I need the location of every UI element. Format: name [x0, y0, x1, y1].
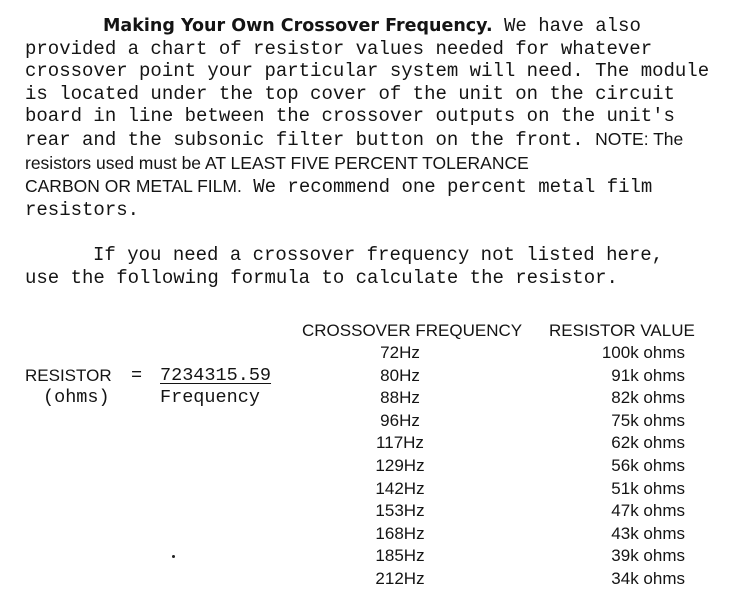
- film-type-warning: CARBON OR METAL FILM.: [25, 176, 242, 197]
- formula-denominator: Frequency: [160, 387, 260, 408]
- resistor-column-header: RESISTOR VALUE: [549, 321, 695, 340]
- resistor-cell: 82k ohms: [611, 388, 685, 408]
- frequency-cell: 96Hz: [380, 410, 420, 430]
- para1-line9: resistors.: [25, 198, 140, 221]
- recommendation: We recommend one percent metal film: [241, 176, 653, 199]
- frequency-cell: 88Hz: [380, 388, 420, 408]
- resistor-cell: 34k ohms: [611, 568, 685, 588]
- formula-numerator: 7234315.59: [160, 365, 272, 386]
- tolerance-warning: resistors used must be AT LEAST FIVE PERCENT TOLERANCE: [25, 152, 529, 173]
- resistor-cell: 51k ohms: [611, 478, 685, 498]
- resistor-cell: 100k ohms: [601, 343, 685, 362]
- frequency-cell: 168Hz: [375, 523, 425, 543]
- para1-line1-rest: We have also: [492, 15, 641, 37]
- frequency-cell: 80Hz: [380, 365, 420, 385]
- section-heading: Making Your Own Crossover Frequency.: [103, 16, 493, 36]
- para1-line4: is located under the top cover of the unit on the circuit: [25, 82, 675, 105]
- para2-line1: If you need a crossover frequency not listed here,: [93, 244, 664, 266]
- note-label: NOTE: The: [595, 128, 684, 149]
- scan-speck: [172, 555, 175, 558]
- frequency-column-header: CROSSOVER FREQUENCY: [302, 321, 523, 340]
- formula-lhs-unit: (ohms): [43, 387, 110, 408]
- resistor-cell: 43k ohms: [611, 523, 685, 543]
- resistor-cell: 56k ohms: [611, 455, 685, 475]
- frequency-cell: 142Hz: [375, 478, 425, 498]
- resistor-cell: 47k ohms: [611, 501, 685, 521]
- frequency-cell: 72Hz: [380, 343, 420, 362]
- para1-line3: crossover point your particular system will need. The module: [25, 60, 710, 83]
- frequency-cell: 129Hz: [375, 455, 425, 475]
- resistor-cell: 62k ohms: [611, 433, 685, 453]
- resistor-cell: 39k ohms: [611, 546, 685, 566]
- para1-line5: board in line between the crossover outputs on the unit's: [25, 105, 675, 128]
- formula-intro-paragraph: [25, 244, 725, 289]
- intro-paragraph: [25, 15, 725, 221]
- frequency-cell: 117Hz: [376, 433, 424, 453]
- para1-line2: provided a chart of resistor values needed for whatever: [25, 37, 653, 60]
- frequency-column: [340, 342, 460, 591]
- formula-lhs: RESISTOR: [25, 366, 112, 385]
- resistor-cell: 75k ohms: [611, 410, 685, 430]
- resistor-cell: 91k ohms: [611, 365, 685, 385]
- frequency-cell: 212Hz: [375, 568, 425, 588]
- para2-line2: use the following formula to calculate the resistor.: [25, 266, 618, 289]
- formula-equals: =: [131, 365, 143, 386]
- resistor-column: [555, 342, 685, 591]
- frequency-cell: 185Hz: [375, 546, 425, 566]
- para1-line6: rear and the subsonic filter button on the front.: [25, 128, 596, 151]
- frequency-cell: 153Hz: [375, 501, 425, 521]
